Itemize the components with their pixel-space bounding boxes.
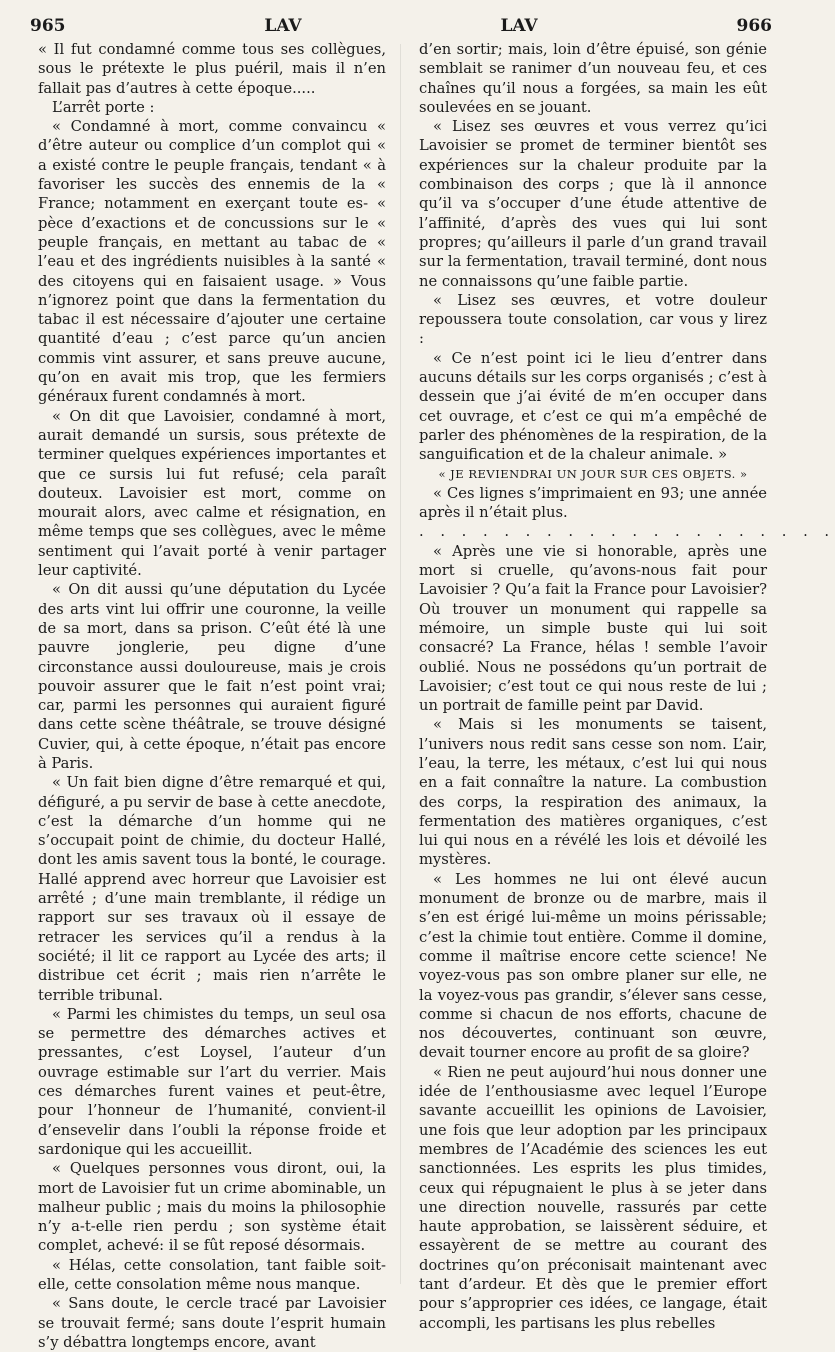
paragraph: « On dit que Lavoisier, condamné à mort, aurait demandé un sursis, sous prétexte de terminer quelques expériences importantes et que ce sursis lui fut refusé; cela paraît douteux. Lavoisier est mort, comme on mourait alors, avec calme et résignation, en même temps que ses collègues, avec le même sentiment qui l’avait porté à venir partager leur captivité. — [38, 407, 386, 580]
quoted-heading: « JE REVIENDRAI UN JOUR SUR CES OBJETS. » — [438, 466, 748, 481]
paragraph: « Condamné à mort, comme convaincu « d’être auteur ou complice d’un complot qui « a existé contre le peuple français, tendant « à favoriser les succès des ennemis de la « France; notamment en exerçant toute es- « pèce d’exactions et de concussions sur le « peuple français, en mettant au tabac de « l’eau et des ingrédients nuisibles à la santé « des citoyens qui en faisaient usage. » Vous n’ignorez point que dans la fermentation du tabac il est nécessaire d’ajouter une certaine quantité d’eau ; c’est parce qu’un ancien commis vint assurer, et sans preuve aucune, qu’on en avait mis trop, que les fermiers généraux furent condamnés à mort. — [38, 118, 386, 406]
left-column — [38, 40, 386, 1352]
paragraph: « Ce n’est point ici le lieu d’entrer dans aucuns détails sur les corps organisés ; c’est à dessein que j’ai évité de m’en occuper dans cet ouvrage, et c’est ce qui m’a empêché de parler des phénomènes de la respiration, de la sanguification et de la chaleur animale. » — [419, 349, 767, 464]
column-divider — [400, 44, 401, 1284]
right-running-head: LAV — [500, 16, 538, 36]
paragraph: « On dit aussi qu’une députation du Lycée des arts vint lui offrir une couronne, la veille de sa mort, dans sa prison. C’eût été là une pauvre jonglerie, peu digne d’une circonstance aussi douloureuse, mais je crois pouvoir assurer que le fait n’est point vrai; car, parmi les personnes qui auraient figuré dans cette scène théâtrale, se trouve désigné Cuvier, qui, à cette époque, n’était pas encore à Paris. — [38, 581, 386, 772]
paragraph: « Hélas, cette consolation, tant faible soit-elle, cette consolation même nous manque. — [38, 1256, 386, 1293]
paragraph: « Après une vie si honorable, après une mort si cruelle, qu’avons-nous fait pour Lavoisier ? Qu’a fait la France pour Lavoisier? Où trouver un monument qui rappelle sa mémoire, un simple buste qui lui soit consacré? La France, hélas ! semble l’avoir oublié. Nous ne possédons qu’un portrait de Lavoisier; c’est tout ce qui nous reste de lui ; un portrait de famille peint par David. — [419, 542, 767, 715]
paragraph: « Mais si les monuments se taisent, l’univers nous redit sans cesse son nom. L’air, l’eau, la terre, les métaux, c’est lui qui nous en a fait connaître la nature. La combustion des corps, la respiration des animaux, la fermentation des matières organiques, c’est lui qui nous en a révélé les lois et dévoilé les mystères. — [419, 716, 767, 869]
paragraph: « Lisez ses œuvres, et votre douleur repoussera toute consolation, car vous y lirez : — [419, 291, 767, 348]
right-page-number: 966 — [736, 16, 772, 36]
paragraph: « Un fait bien digne d’être remarqué et qui, défiguré, a pu servir de base à cette anecdote, c’est la démarche d’un homme qui ne s’occupait point de chimie, du docteur Hallé, dont les amis savent tous la bonté, le courage. Hallé apprend avec horreur que Lavoisier est arrêté ; d’une main tremblante, il rédige un rapport sur ses travaux où il essaye de retracer les services qu’il a rendus à la société; il lit ce rapport au Lycée des arts; il distribue cet écrit ; mais rien n’arrête le terrible tribunal. — [38, 774, 386, 1004]
left-page-number: 965 — [30, 16, 66, 36]
left-running-head: LAV — [264, 16, 302, 36]
paragraph: « Ces lignes s’imprimaient en 93; une année après il n’était plus. — [419, 484, 767, 522]
paragraph: « Il fut condamné comme tous ses collègues, sous le prétexte le plus puéril, mais il n’en fallait pas d’autres à cette époque..... — [38, 41, 386, 97]
page-header — [30, 12, 772, 40]
ellipsis-divider: . . . . . . . . . . . . . . . . . . . . — [419, 523, 835, 541]
paragraph: « Lisez ses œuvres et vous verrez qu’ici Lavoisier se promet de terminer bientôt ses expériences sur la chaleur produite par la combinaison des corps ; que là il annonce qu’il va s’occuper d’une étude attentive de l’affinité, d’après des vues qui lui sont propres; qu’ailleurs il parle d’un grand travail sur la fermentation, travail terminé, dont nous ne connaissons qu’une faible partie. — [419, 118, 767, 290]
paragraph: « Sans doute, le cercle tracé par Lavoisier se trouvait fermé; sans doute l’esprit humain s’y débattra longtemps encore, avant — [38, 1295, 386, 1351]
paragraph: « Parmi les chimistes du temps, un seul osa se permettre des démarches actives et pressantes, c’est Loysel, l’auteur d’un ouvrage estimable sur l’art du verrier. Mais ces démarches furent vaines et peut-être, pour l’honneur de l’humanité, convient-il d’ensevelir dans l’oubli la réponse froide et sardonique qui les accueillit. — [38, 1005, 386, 1158]
paragraph: L’arrêt porte : — [52, 98, 155, 116]
right-column — [419, 40, 835, 1333]
paragraph: d’en sortir; mais, loin d’être épuisé, son génie semblait se ranimer d’un nouveau feu, et ces chaînes qu’il nous a forgées, sa main les eût soulevées en se jouant. — [419, 41, 767, 116]
paragraph: « Quelques personnes vous diront, oui, la mort de Lavoisier fut un crime abominable, un malheur public ; mais du moins la philosophie n’y a-t-elle rien perdu ; son système était complet, achevé: il se fût reposé désormais. — [38, 1160, 386, 1255]
paragraph: « Les hommes ne lui ont élevé aucun monument de bronze ou de marbre, mais il s’en est érigé lui-même un moins périssable; c’est la chimie tout entière. Comme il domine, comme il maîtrise encore cette science! Ne voyez-vous pas son ombre planer sur elle, ne la voyez-vous pas grandir, s’élever sans cesse, comme si chacun de nos efforts, chacune de nos découvertes, continuant son œuvre, devait tourner encore au profit de sa gloire? — [419, 870, 767, 1062]
paragraph: « Rien ne peut aujourd’hui nous donner une idée de l’enthousiasme avec lequel l’Europe savante accueillit les opinions de Lavoisier, une fois que leur adoption par les principaux membres de l’Académie des sciences les eut sanctionnées. Les esprits les plus timides, ceux qui répugnaient le plus à se jeter dans une direction nouvelle, rassurés par cette haute approbation, se laissèrent séduire, et essayèrent de se mettre au courant des doctrines qu’on préconisait maintenant avec tant d’ardeur. Et dès que le premier effort pour s’approprier ces idées, ce langage, était accompli, les partisans les plus rebelles — [419, 1063, 767, 1332]
